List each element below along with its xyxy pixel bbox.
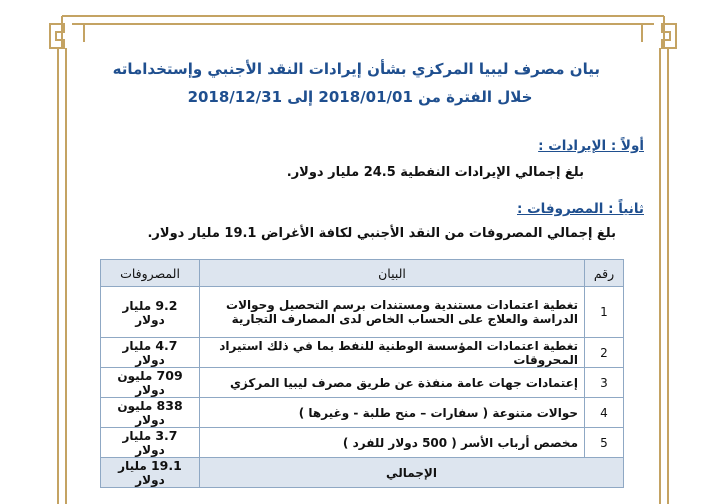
- amount-unit: مليار دولار: [122, 298, 165, 327]
- amount-unit: مليون دولار: [117, 399, 165, 427]
- row-desc: حوالات متنوعة ( سفارات – منح طلبة - وغيرها ): [200, 398, 585, 428]
- row-num: 1: [585, 287, 624, 338]
- row-num: 2: [585, 338, 624, 368]
- table-row: [101, 287, 624, 338]
- row-num: 5: [585, 428, 624, 458]
- header-amount: المصروفات: [101, 260, 200, 287]
- row-desc: مخصص أرباب الأسر ( 500 دولار للفرد ): [200, 428, 585, 458]
- expenditures-heading: ثانياً : المصروفات :: [517, 201, 644, 217]
- table-row: [101, 428, 624, 458]
- row-num: 3: [585, 368, 624, 398]
- amount-unit: مليون دولار: [117, 369, 165, 397]
- row-desc: تغطية اعتمادات مستندية ومستندات برسم التحصيل وحوالات الدراسة والعلاج على الحساب الخاص لدى المصارف التجارية: [200, 287, 585, 338]
- total-label: الإجمالي: [200, 458, 624, 488]
- total-value: 19.1: [150, 458, 182, 473]
- row-amount: [101, 428, 200, 458]
- amount-value: 9.2: [155, 297, 178, 313]
- amount-value: 709: [156, 368, 183, 383]
- amount-unit: مليار دولار: [122, 429, 165, 457]
- amount-value: 4.7: [155, 338, 178, 353]
- table-row: [101, 368, 624, 398]
- row-amount: [101, 368, 200, 398]
- expenditures-table: [100, 259, 624, 488]
- expenditures-text: بلغ إجمالي المصروفات من النقد الأجنبي لكافة الأغراض 19.1 مليار دولار.: [147, 226, 616, 241]
- header-num: رقم: [585, 260, 624, 287]
- total-amount: [101, 458, 200, 488]
- table-row: [101, 338, 624, 368]
- revenues-heading: أولاً : الإيرادات :: [538, 138, 644, 154]
- amount-value: 3.7: [155, 428, 178, 443]
- row-amount: [101, 287, 200, 338]
- revenues-text: بلغ إجمالي الإيرادات النفطية 24.5 مليار دولار.: [286, 165, 584, 180]
- row-amount: [101, 338, 200, 368]
- amount-value: 838: [156, 398, 183, 413]
- document-title: بيان مصرف ليبيا المركزي بشأن إيرادات النقد الأجنبي وإستخداماته: [112, 60, 600, 78]
- total-unit: مليار دولار: [118, 459, 165, 487]
- table-header-row: [101, 260, 624, 287]
- table-total-row: [101, 458, 624, 488]
- row-amount: [101, 398, 200, 428]
- document-period: خلال الفترة من 2018/01/01 إلى 2018/12/31: [187, 88, 533, 106]
- row-num: 4: [585, 398, 624, 428]
- header-desc: البيان: [200, 260, 585, 287]
- row-desc: إعتمادات جهات عامة منفذة عن طريق مصرف ليبيا المركزي: [200, 368, 585, 398]
- amount-unit: مليار دولار: [122, 339, 165, 367]
- row-desc: تغطية اعتمادات المؤسسة الوطنية للنفط بما في ذلك استيراد المحروقات: [200, 338, 585, 368]
- table-row: [101, 398, 624, 428]
